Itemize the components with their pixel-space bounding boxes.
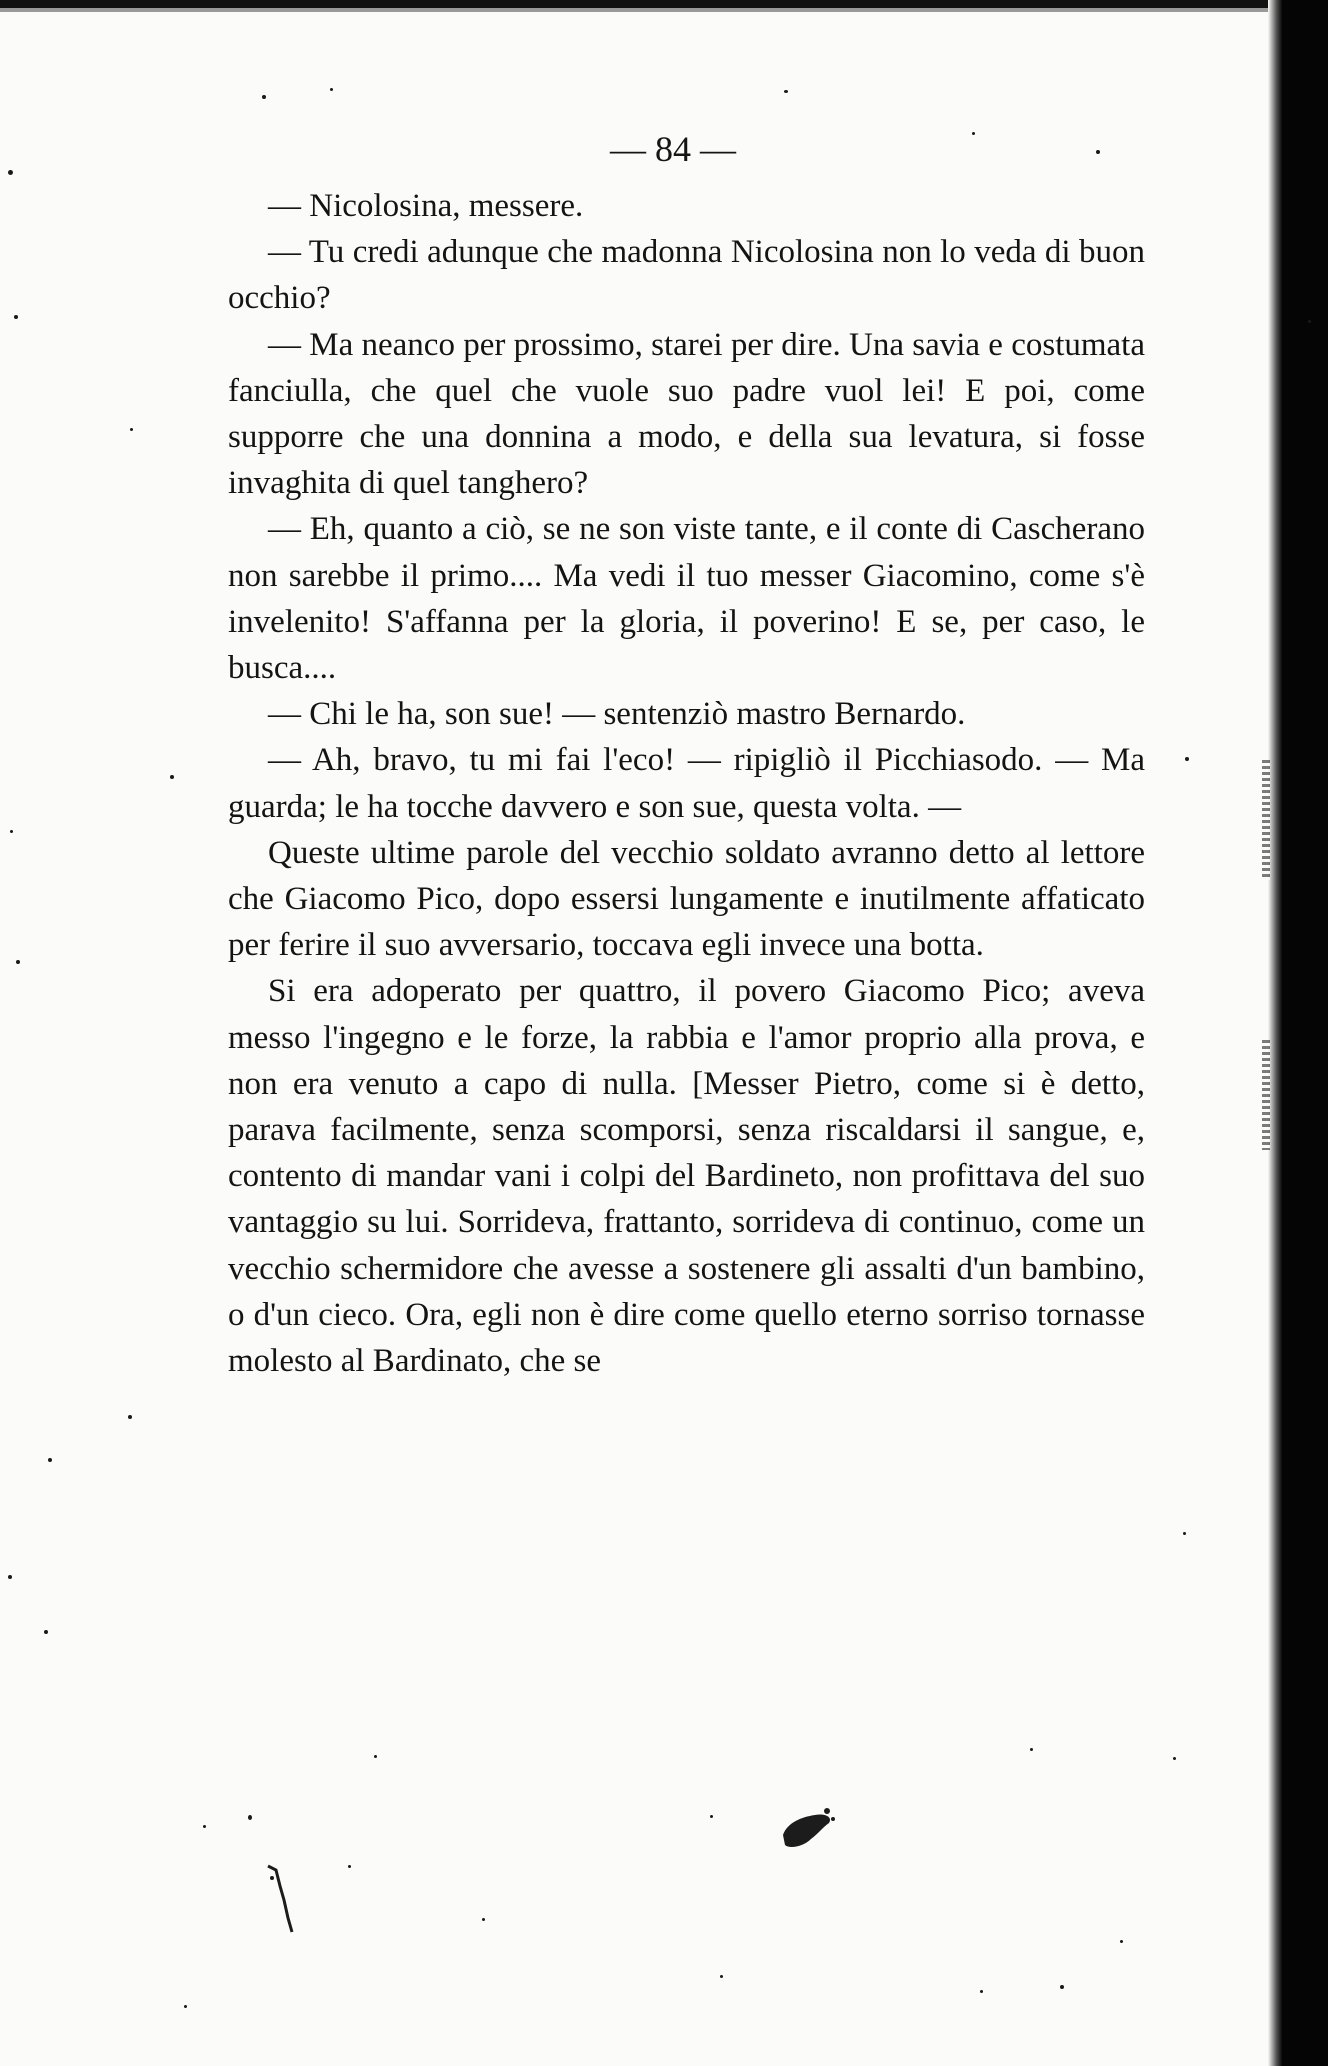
- scan-speck: [374, 1755, 377, 1758]
- scan-right-edge: [1282, 0, 1328, 2066]
- scan-speck: [1096, 150, 1100, 154]
- spine-texture: [1262, 1040, 1270, 1150]
- scan-speck: [262, 95, 266, 99]
- scan-speck: [184, 2005, 187, 2008]
- scan-speck: [1060, 1985, 1064, 1989]
- scan-speck: [170, 775, 174, 779]
- scan-speck: [48, 1458, 52, 1462]
- scan-speck: [720, 1975, 723, 1978]
- paragraph: — Ah, bravo, tu mi fai l'eco! — ripigliò il Picchiasodo. — Ma guarda; le ha tocche davvero e son sue, questa volta. —: [228, 742, 1145, 825]
- paragraph: — Nicolosina, messere.: [268, 188, 584, 224]
- scan-speck: [1185, 757, 1189, 761]
- scan-speck: [1030, 1748, 1033, 1751]
- scan-speck: [1183, 1532, 1186, 1535]
- scan-speck: [330, 88, 333, 91]
- page-number: — 84 —: [610, 129, 736, 169]
- scan-speck: [482, 1918, 485, 1921]
- scan-speck: [248, 1815, 252, 1820]
- ink-blot-decoration: [775, 1805, 835, 1855]
- paragraph: — Ma neanco per prossimo, starei per dire. Una savia e costumata fanciulla, che quel che vuole suo padre vuol lei! E poi, come supporre che una donnina a modo, e della sua levatura, si fosse invaghita di quel tanghero?: [228, 326, 1145, 502]
- paragraph: — Tu credi adunque che madonna Nicolosina non lo veda di buon occhio?: [228, 234, 1145, 317]
- scan-speck: [784, 90, 788, 93]
- spine-texture: [1262, 760, 1270, 880]
- scan-top-edge: [0, 0, 1290, 8]
- scan-speck: [130, 428, 133, 431]
- scan-speck: [1308, 320, 1311, 323]
- scan-top-edge-shadow: [0, 8, 1290, 12]
- scan-speck: [44, 1630, 48, 1634]
- scan-speck: [203, 1825, 206, 1828]
- scan-speck: [14, 315, 18, 319]
- scan-speck: [16, 960, 20, 964]
- scan-speck: [8, 170, 13, 175]
- ink-mark-decoration: [262, 1860, 302, 1940]
- scan-speck: [128, 1415, 132, 1419]
- body-text: [228, 183, 1145, 1384]
- scan-speck: [10, 830, 13, 833]
- paragraph: Queste ultime parole del vecchio soldato avranno detto al lettore che Giacomo Pico, dopo essersi lungamente e inutilmente affaticato per ferire il suo avversario, toccava egli invece una botta.: [228, 834, 1145, 964]
- paragraph: — Eh, quanto a ciò, se ne son viste tante, e il conte di Cascherano non sarebbe il primo.... Ma vedi il tuo messer Giacomino, come s'è invelenito! S'affanna per la gloria, il poverino! E se, per caso, le busca....: [228, 511, 1145, 687]
- scan-speck: [348, 1865, 351, 1868]
- scan-speck: [1120, 1940, 1123, 1943]
- scan-speck: [972, 132, 975, 135]
- scan-speck: [980, 1990, 983, 1993]
- scan-speck: [1173, 1757, 1176, 1760]
- scan-speck: [8, 1575, 12, 1579]
- scan-speck: [710, 1815, 713, 1818]
- paragraph: Si era adoperato per quattro, il povero Giacomo Pico; aveva messo l'ingegno e le forze, la rabbia e l'amor proprio alla prova, e non era venuto a capo di nulla. [Messer Pietro, come si è detto, parava facilmente, senza scomporsi, senza riscaldarsi il sangue, e, contento di mandar vani i colpi del Bardineto, non profittava del suo vantaggio su lui. Sorrideva, frattanto, sorrideva di continuo, come un vecchio schermidore che avesse a sostenere gli assalti d'un bambino, o d'un cieco. Ora, egli non è dire come quello eterno sorriso tornasse molesto al Bardinato, che se: [228, 973, 1145, 1380]
- page-gutter-shadow: [1268, 0, 1282, 2066]
- paragraph: — Chi le ha, son sue! — sentenziò mastro Bernardo.: [268, 696, 966, 733]
